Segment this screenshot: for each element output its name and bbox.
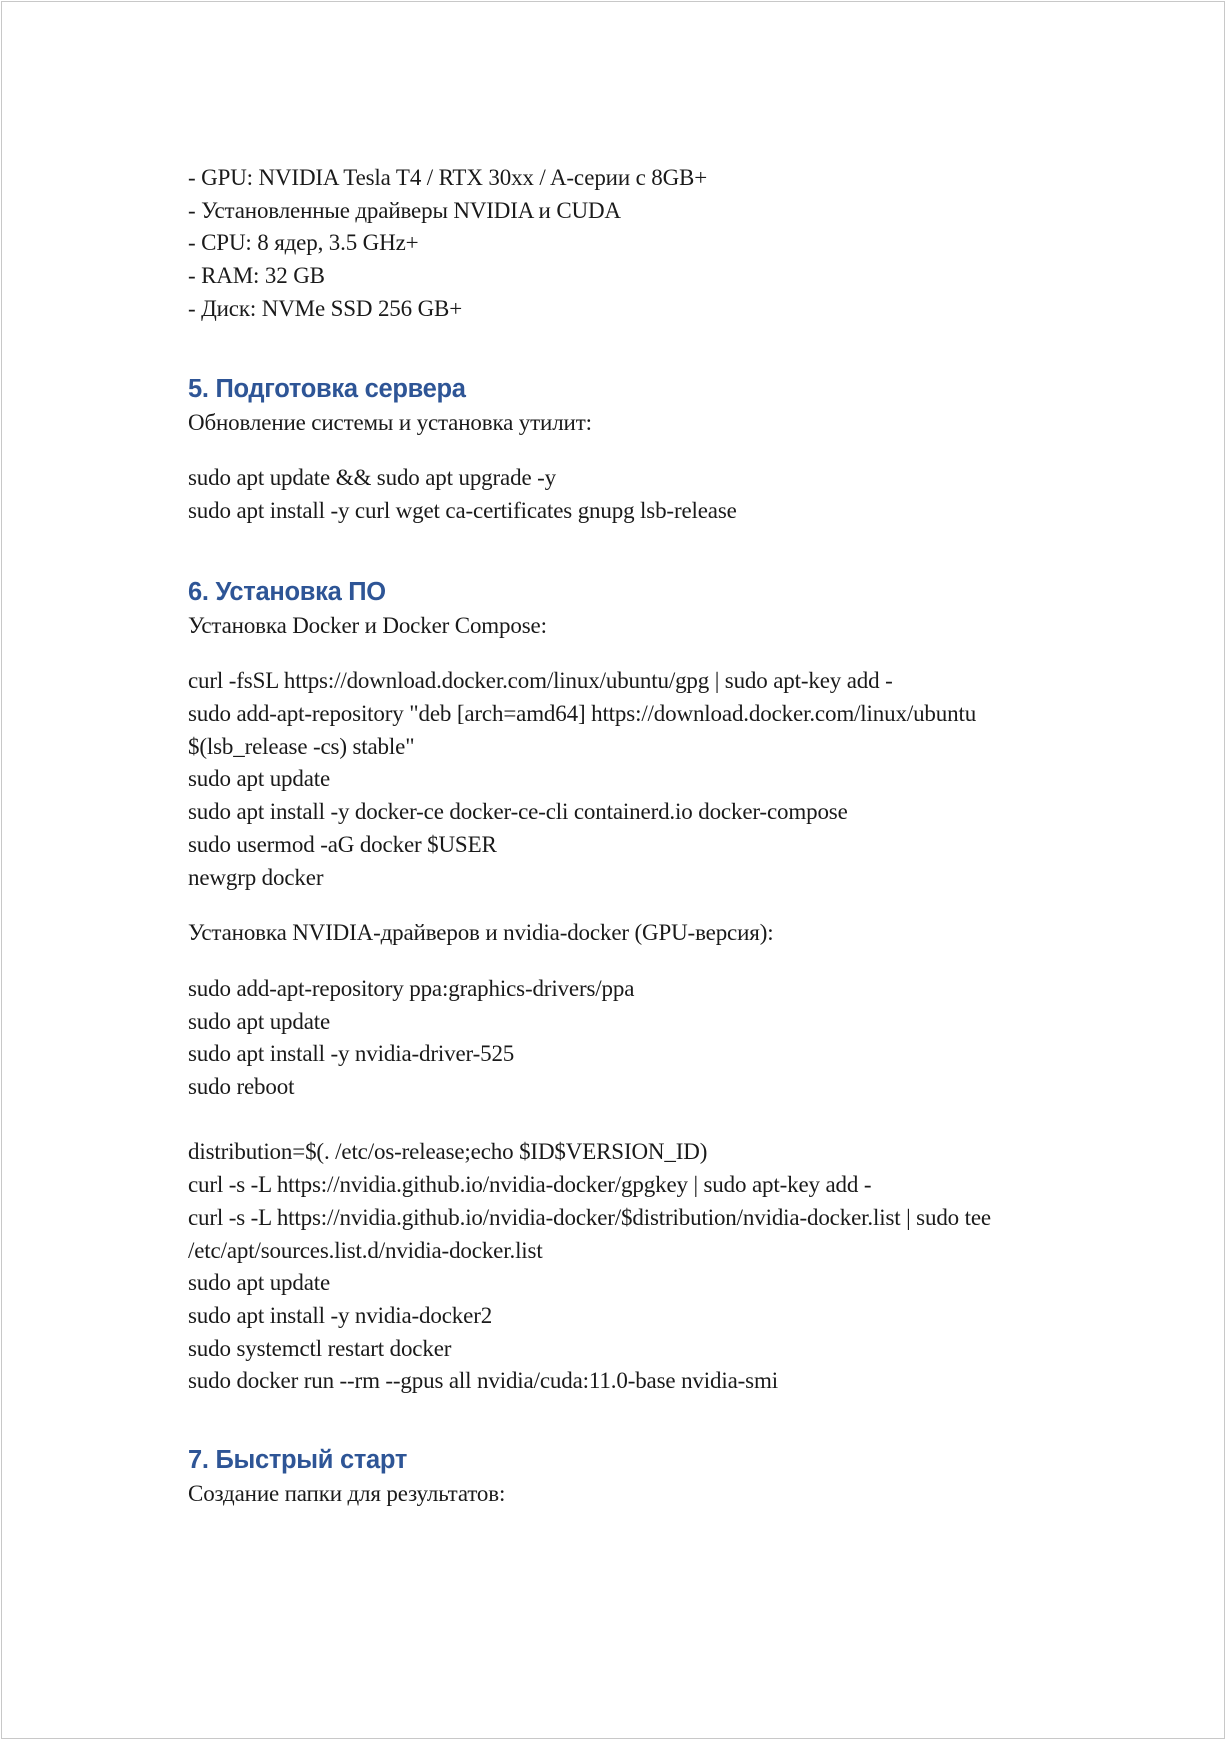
command-line: curl -fsSL https://download.docker.com/linux/ubuntu/gpg | sudo apt-key add - bbox=[188, 668, 893, 694]
requirement-cpu: - CPU: 8 ядер, 3.5 GHz+ bbox=[188, 230, 419, 256]
command-line: sudo docker run --rm --gpus all nvidia/cuda:11.0-base nvidia-smi bbox=[188, 1368, 778, 1394]
nvidia-intro: Установка NVIDIA-драйверов и nvidia-docker (GPU-версия): bbox=[188, 920, 774, 946]
section-quick-start bbox=[188, 1442, 1088, 1511]
command-line: sudo apt update bbox=[188, 1008, 331, 1034]
command-line: sudo add-apt-repository ppa:graphics-drivers/ppa bbox=[188, 975, 635, 1001]
section-5-intro: Обновление системы и установка утилит: bbox=[188, 409, 592, 435]
requirement-drivers: - Установленные драйверы NVIDIA и CUDA bbox=[188, 197, 621, 223]
driver-commands bbox=[188, 973, 1088, 1104]
command-line: sudo apt install -y nvidia-docker2 bbox=[188, 1302, 493, 1328]
command-line: sudo apt install -y curl wget ca-certificates gnupg lsb-release bbox=[188, 497, 737, 523]
command-line: sudo apt update bbox=[188, 1270, 331, 1296]
section-7-intro: Создание папки для результатов: bbox=[188, 1481, 506, 1507]
requirement-gpu: - GPU: NVIDIA Tesla T4 / RTX 30xx / A-серии с 8GB+ bbox=[188, 165, 708, 190]
command-line: sudo reboot bbox=[188, 1074, 295, 1100]
command-line: sudo systemctl restart docker bbox=[188, 1335, 452, 1361]
section-7-heading: 7. Быстрый старт bbox=[188, 1446, 408, 1475]
command-line: curl -s -L https://nvidia.github.io/nvidia-docker/$distribution/nvidia-docker.list | sudo tee /etc/apt/sources.list.d/nvidia-docker.list bbox=[188, 1204, 991, 1263]
command-line: sudo apt install -y nvidia-driver-525 bbox=[188, 1041, 515, 1067]
requirement-ram: - RAM: 32 GB bbox=[188, 263, 325, 289]
document-page bbox=[1, 1, 1225, 1739]
requirements-list bbox=[188, 162, 1088, 326]
docker-intro: Установка Docker и Docker Compose: bbox=[188, 612, 547, 638]
nvidia-docker-commands bbox=[188, 1136, 1088, 1398]
command-line: newgrp docker bbox=[188, 864, 324, 890]
command-line: sudo usermod -aG docker $USER bbox=[188, 831, 497, 857]
command-line: sudo apt install -y docker-ce docker-ce-cli containerd.io docker-compose bbox=[188, 799, 848, 825]
section-5-commands bbox=[188, 462, 1088, 527]
document-content bbox=[188, 162, 1088, 1511]
requirement-disk: - Диск: NVMe SSD 256 GB+ bbox=[188, 295, 463, 321]
command-line: sudo apt update && sudo apt upgrade -y bbox=[188, 465, 556, 491]
section-6-heading: 6. Установка ПО bbox=[188, 577, 386, 606]
command-line: curl -s -L https://nvidia.github.io/nvidia-docker/gpgkey | sudo apt-key add - bbox=[188, 1172, 872, 1198]
section-software-installation bbox=[188, 574, 1088, 1398]
section-5-heading: 5. Подготовка сервера bbox=[188, 374, 466, 403]
section-server-preparation bbox=[188, 371, 1088, 528]
command-line: sudo apt update bbox=[188, 766, 331, 792]
command-line: distribution=$(. /etc/os-release;echo $ID$VERSION_ID) bbox=[188, 1139, 708, 1165]
docker-commands bbox=[188, 665, 1088, 894]
command-line: sudo add-apt-repository "deb [arch=amd64] https://download.docker.com/linux/ubuntu $(lsb_release -cs) stable" bbox=[188, 701, 977, 759]
